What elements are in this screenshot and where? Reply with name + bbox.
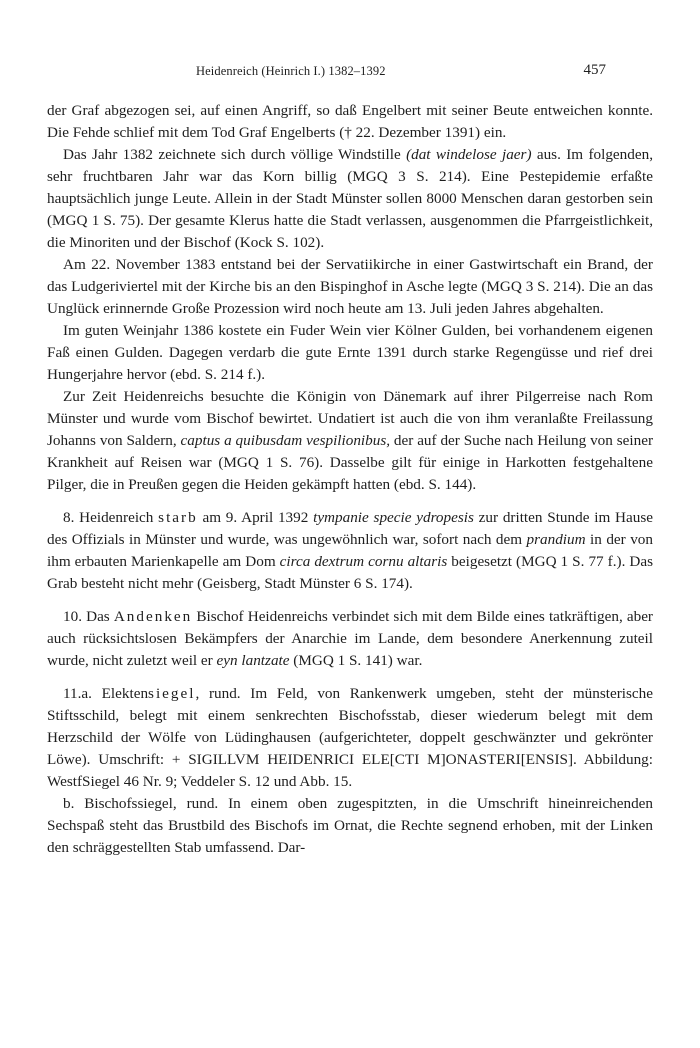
paragraph-death: 8. Heidenreich starb am 9. April 1392 tympanie specie ydropesis zur dritten Stunde im Hause des Offizials in Münster und wurde, was ungewöhnlich war, sofort nach dem prandium in der von ihm erbauten Marienkapelle am Dom circa dextrum cornu altaris beigesetzt (MGQ 1 S. 77 f.). Das Grab besteht nicht mehr (Geisberg, Stadt Münster 6 S. 174). — [47, 509, 654, 592]
paragraph-wine-harvest: Im guten Weinjahr 1386 kostete ein Fuder Wein vier Kölner Gulden, bei vorhandenem eigenen Faß einen Gulden. Dagegen verdarb die gute Ernte 1391 durch starke Regengüsse und rief drei Hungerjahre hervor (ebd. S. 214 f.). — [47, 322, 653, 383]
paragraph-memory: 10. Das Andenken Bischof Heidenreichs verbindet sich mit dem Bilde eines tatkräftigen, aber auch rücksichtslosen Bekämpfers der Anarchie im Lande, dem besondere Anerkennung zuteil wurde, nicht zuletzt weil er eyn lantzate (MGQ 1 S. 141) war. — [47, 608, 653, 669]
paragraph-fire: Am 22. November 1383 entstand bei der Servatiikirche in einer Gastwirtschaft ein Brand, der das Ludgeriviertel mit der Kirche bis an den Bispinghof in Asche legte (MGQ 3 S. 214). Die an das Unglück erinnernde Große Prozession wird noch heute am 13. Juli jeden Jahres abgehalten. — [47, 256, 653, 317]
page-number: 457 — [583, 62, 606, 78]
paragraph-bishop-seal: b. Bischofssiegel, rund. In einem oben zugespitzten, in die Umschrift hineinreichenden Sechspaß steht das Brustbild des Bischofs im Ornat, die Rechte segnend erhoben, mit der Linken den schräggestellten Stab umfassend. Dar- — [47, 795, 653, 856]
latin-phrase: (dat windelose jaer) — [406, 146, 532, 163]
spaced-word: siegel — [148, 685, 196, 702]
spaced-word: starb — [158, 509, 198, 526]
page-body — [47, 100, 653, 859]
latin-phrase: captus a quibusdam vespilionibus, — [180, 432, 391, 449]
paragraph-elect-seal: 11.a. Elektensiegel, rund. Im Feld, von Rankenwerk umgeben, steht der münsterische Stiftsschild, belegt mit einem senkrechten Bischofsstab, dieser wiederum belegt mit dem Herzschild der Wölfe von Lüdinghausen (aufgerichteter, doppelt geschwänzter und gekrönter Löwe). Umschrift: + SIGILLVM HEIDENRICI ELE[CTI M]ONASTERI[ENSIS]. Abbildung: WestfSiegel 46 Nr. 9; Veddeler S. 12 und Abb. 15. — [47, 685, 653, 790]
paragraph-weather-plague: Das Jahr 1382 zeichnete sich durch völlige Windstille (dat windelose jaer) aus. Im folgenden, sehr fruchtbaren Jahr war das Korn billig (MGQ 3 S. 214). Eine Pestepidemie erfaßte hauptsächlich junge Leute. Allein in der Stadt Münster sollen 8000 Menschen daran gestorben sein (MGQ 1 S. 75). Der gesamte Klerus hatte die Stadt verlassen, ausgenommen die Pfarrgeistlichkeit, die Minoriten und der Bischof (Kock S. 102). — [47, 146, 653, 251]
latin-phrase: eyn lantzate — [216, 652, 290, 669]
latin-phrase: tympanie specie ydropesis — [313, 509, 474, 526]
paragraph-queen-visit: Zur Zeit Heidenreichs besuchte die Königin von Dänemark auf ihrer Pilgerreise nach Rom Münster und wurde vom Bischof bewirtet. Undatiert ist auch die von ihm veranlaßte Freilassung Johanns von Saldern, captus a quibusdam vespilionibus, der auf der Suche nach Heilung von seiner Krankheit auf Reisen war (MGQ 1 S. 76). Dasselbe gilt für einige in Harkotten festgehaltene Pilger, die in Preußen gegen die Heiden gekämpft hatten (ebd. S. 144). — [47, 388, 654, 493]
latin-phrase: prandium — [526, 531, 586, 548]
running-title: Heidenreich (Heinrich I.) 1382–1392 — [196, 64, 386, 78]
spaced-word: Andenken — [113, 608, 193, 625]
latin-phrase: circa dextrum cornu altaris — [279, 553, 448, 570]
paragraph-continuation: der Graf abgezogen sei, auf einen Angriff, so daß Engelbert mit seiner Beute entweichen konnte. Die Fehde schlief mit dem Tod Graf Engelberts († 22. Dezember 1391) ein. — [47, 102, 653, 141]
